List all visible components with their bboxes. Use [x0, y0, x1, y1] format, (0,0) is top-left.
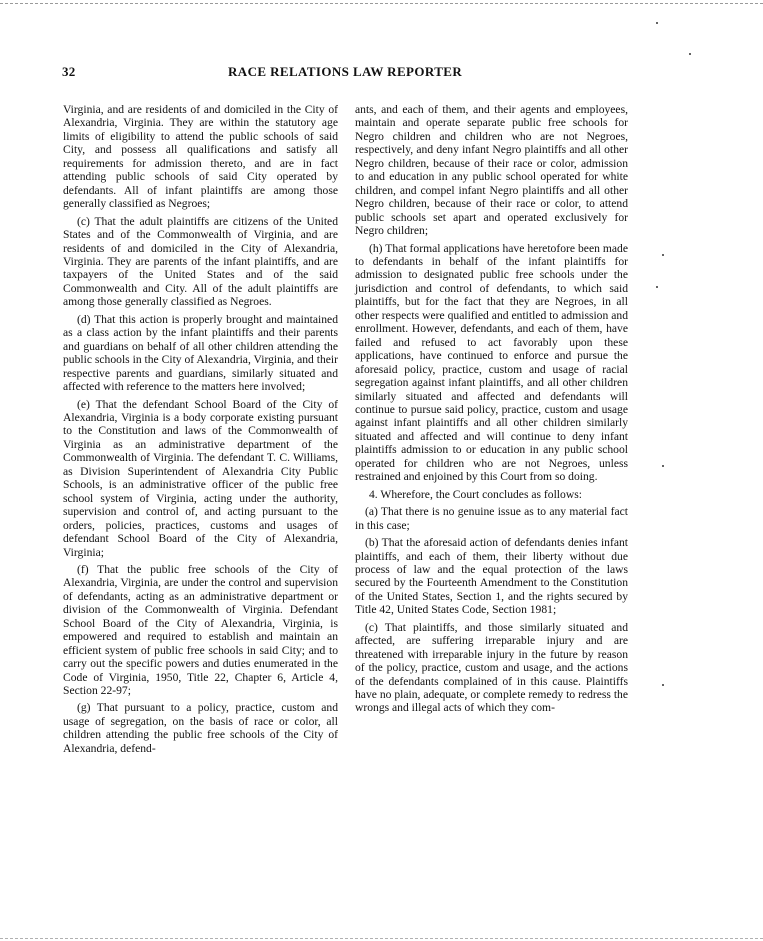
top-scan-border: [0, 3, 763, 4]
paragraph-conclusion-b: (b) That the aforesaid action of defendants denies infant plaintiffs, and each of them, their liberty without due process of law and the equal protection of the laws secured by the Fourteenth Amendment to the Constitution of the United States, Section 1, and the rights secured by Title 42, United States Code, Section 1981;: [355, 536, 628, 617]
paragraph-g-segregation-policy: (g) That pursuant to a policy, practice, custom and usage of segregation, on the basis of race or color, all children attending the public free schools of the City of Alexandria, defend-: [63, 701, 338, 755]
left-column: [63, 103, 338, 755]
paragraph-g-continued: ants, and each of them, and their agents and employees, maintain and operate separate public free schools for Negro children and children who are not Negroes, respectively, and deny infant Negro plaintiffs and all other Negro children, because of their race or color, admission to and education in any public school operated for white children, and compel infant Negro plaintiffs and all other Negro children, because of their race or color, to attend public schools set apart and operated exclusively for Negro children;: [355, 103, 628, 238]
running-head: RACE RELATIONS LAW REPORTER: [228, 64, 463, 79]
paragraph-h-applications: (h) That formal applications have heretofore been made to defendants in behalf of the infant plaintiffs for admission to designated public free schools under the jurisdiction and control of defendants, to which said plaintiffs, but for the fact that they are Negroes, in all other respects were qualified and entitled to admission and enrollment. However, defendants, and each of them, have failed and refused to act favorably upon these applications, have continued to enforce and pursue the aforesaid policy, practice, custom and usage of racial segregation against infant plaintiffs, and all other children similarly situated and affected and defendants will continue to pursue said policy, practice, custom and usage against infant plaintiffs and all other children similarly situated and affected and will continue to deny infant plaintiffs admission to or education in any public school operated for children who are not Negroes, unless restrained and enjoined by this Court from so doing.: [355, 241, 628, 484]
scan-speck: [662, 465, 664, 467]
bottom-scan-border: [0, 938, 763, 939]
paragraph-d-class-action: (d) That this action is properly brought and maintained as a class action by the infant plaintiffs and their parents and guardians on behalf of all other children attending the public schools in the City of Alexandria, Virginia, and their respective parents and guardians, similarly situated and affected with reference to the matters here involved;: [63, 312, 338, 394]
paragraph-conclusion-a: (a) That there is no genuine issue as to any material fact in this case;: [355, 505, 628, 532]
page-number: 32: [62, 64, 76, 79]
paragraph-f-public-free-schools: (f) That the public free schools of the City of Alexandria, Virginia, are under the control and supervision of defendants, acting as an administrative department or division of the Commonwealth of Virginia. Defendant School Board of the City of Alexandria, Virginia, is empowered and required to establish and maintain an efficient system of public free schools in said City; and to carry out the specific powers and duties enumerated in the Code of Virginia, 1950, Title 22, Chapter 6, Article 4, Section 22-97;: [63, 562, 338, 698]
scan-speck: [689, 53, 691, 55]
paragraph-c-adult-plaintiffs: (c) That the adult plaintiffs are citizens of the United States and of the Commonwealth of Virginia, and are residents of and domiciled in the City of Alexandria, Virginia. They are parents of the infant plaintiffs, and are taxpayers of the United States and of the said Commonwealth and City. All of the adult plaintiffs are among those generally classified as Negroes.: [63, 214, 338, 309]
paragraph-conclusion-c: (c) That plaintiffs, and those similarly situated and affected, are suffering irreparable injury and are threatened with irreparable injury in the future by reason of the policy, practice, custom and usage, and the actions of the defendants complained of in this cause. Plaintiffs have no plain, adequate, or complete remedy to redress the wrongs and illegal acts of which they com-: [355, 620, 628, 715]
scan-speck: [662, 684, 664, 686]
paragraph-continued: Virginia, and are residents of and domiciled in the City of Alexandria, Virginia. They are within the statutory age limits of eligibility to attend the public schools of said City, and possess all qualifications and satisfy all requirements for admission thereto, and are in fact attending public schools of said City operated by defendants. All of infant plaintiffs are among those generally classified as Negroes;: [63, 103, 338, 211]
scan-speck: [662, 254, 664, 256]
right-column: [355, 103, 628, 715]
scan-speck: [656, 22, 658, 24]
paragraph-conclusions-heading: 4. Wherefore, the Court concludes as follows:: [369, 487, 582, 501]
scan-speck: [656, 286, 658, 288]
paragraph-e-school-board: (e) That the defendant School Board of the City of Alexandria, Virginia is a body corporate existing pursuant to the Constitution and laws of the Commonwealth of Virginia as an administrative department of the Commonwealth of Virginia. The defendant T. C. Williams, as Division Superintendent of Alexandria City Public Schools, is an administrative officer of the public free school system of Virginia, acting under the authority, supervision and control of, and acting pursuant to the orders, policies, practices, customs and usages of defendant School Board of the City of Alexandria, Virginia;: [63, 397, 338, 559]
